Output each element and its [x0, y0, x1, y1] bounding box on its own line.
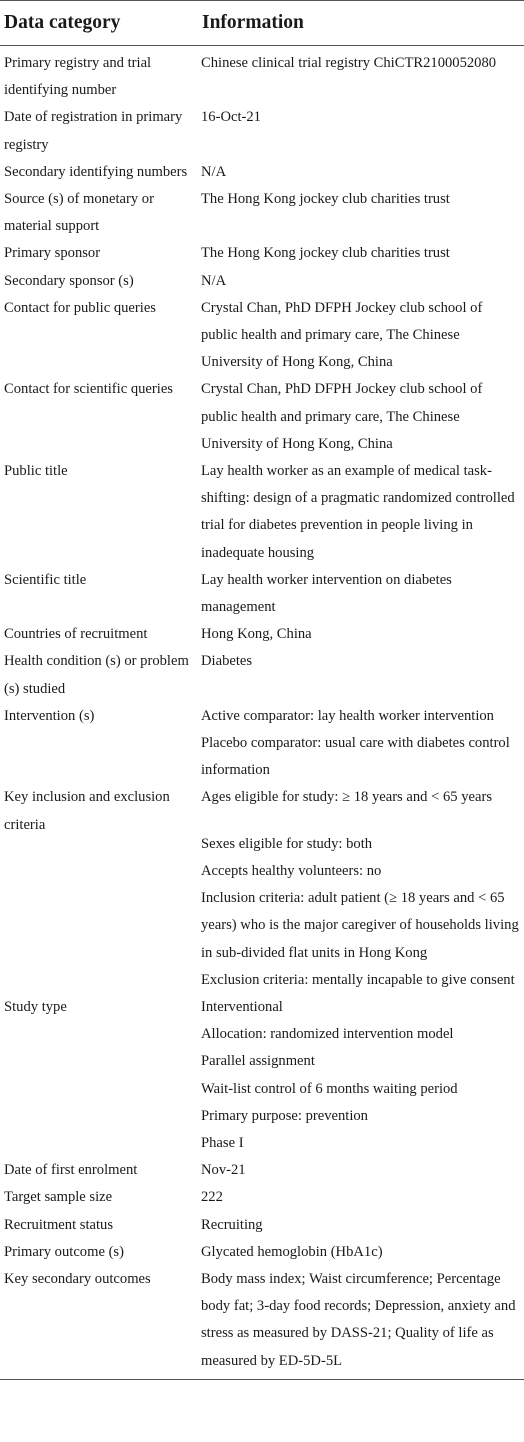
- information-line: N/A: [201, 272, 227, 289]
- information-line: Recruiting: [201, 1216, 263, 1233]
- table-row: [0, 186, 524, 240]
- information-cell: [200, 994, 524, 1157]
- information-cell: [200, 159, 524, 186]
- information-line: Primary purpose: prevention: [201, 1107, 368, 1124]
- information-cell: [200, 1239, 524, 1266]
- information-line: Ages eligible for study: ≥ 18 years and < 65 years: [201, 789, 493, 806]
- data-category-cell: Primary outcome (s): [4, 1243, 124, 1260]
- information-line: Crystal Chan, PhD DFPH Jockey club school of public health and primary care, The Chinese University of Hong Kong, China: [201, 381, 483, 452]
- information-line: Placebo comparator: usual care with diabetes control information: [201, 735, 510, 779]
- data-category-cell: Contact for public queries: [4, 299, 156, 316]
- information-line: Chinese clinical trial registry ChiCTR2100052080: [201, 55, 497, 71]
- data-category-cell: Public title: [4, 463, 68, 480]
- header-row: [0, 1, 524, 46]
- data-category-cell: Countries of recruitment: [4, 626, 148, 643]
- table-row: [0, 784, 524, 993]
- table-row: [0, 1157, 524, 1184]
- information-cell: [200, 376, 524, 458]
- information-line: Nov-21: [201, 1162, 246, 1179]
- line-gap: [201, 812, 522, 831]
- data-category-cell: Key inclusion and exclusion criteria: [4, 789, 170, 833]
- information-line: Accepts healthy volunteers: no: [201, 862, 382, 879]
- information-line: 16-Oct-21: [201, 109, 261, 126]
- table-row: [0, 376, 524, 458]
- table-row: [0, 104, 524, 158]
- table-row: [0, 567, 524, 621]
- data-category-cell: Target sample size: [4, 1189, 113, 1206]
- information-cell: [200, 268, 524, 295]
- table-row: [0, 46, 524, 105]
- table-row: [0, 458, 524, 567]
- information-line: N/A: [201, 163, 227, 180]
- information-line: 222: [201, 1189, 223, 1206]
- information-line: Exclusion criteria: mentally incapable to give consent: [201, 971, 515, 988]
- data-category-cell: Primary sponsor: [4, 245, 101, 262]
- information-line: Lay health worker as an example of medical task-shifting: design of a pragmatic randomized controlled trial for diabetes prevention in people living in inadequate housing: [201, 463, 515, 561]
- table-body: [0, 46, 524, 1380]
- information-line: Glycated hemoglobin (HbA1c): [201, 1243, 383, 1260]
- information-cell: [200, 648, 524, 702]
- information-cell: [200, 458, 524, 567]
- header-data-category: Data category: [0, 1, 200, 46]
- information-line: Active comparator: lay health worker intervention: [201, 707, 494, 724]
- table-row: [0, 1266, 524, 1379]
- information-cell: [200, 295, 524, 377]
- information-line: Body mass index; Waist circumference; Percentage body fat; 3-day food records; Depression, anxiety and stress as measured by DASS-21; Quality of life as measured by ED-5D-5L: [201, 1270, 516, 1369]
- information-cell: [200, 46, 524, 105]
- information-line: The Hong Kong jockey club charities trust: [201, 245, 450, 262]
- data-category-cell: Primary registry and trial identifying number: [4, 55, 152, 99]
- table-row: [0, 1239, 524, 1266]
- information-cell: [200, 1184, 524, 1211]
- information-cell: [200, 1157, 524, 1184]
- data-category-cell: Date of first enrolment: [4, 1162, 138, 1179]
- information-line: Allocation: randomized intervention model: [201, 1026, 454, 1043]
- table-row: [0, 703, 524, 785]
- table-row: [0, 621, 524, 648]
- data-category-cell: Intervention (s): [4, 707, 95, 724]
- information-cell: [200, 784, 524, 993]
- information-line: Inclusion criteria: adult patient (≥ 18 years and < 65 years) who is the major caregiver of households living in sub-divided flat units in Hong Kong: [201, 890, 519, 961]
- information-line: Crystal Chan, PhD DFPH Jockey club school of public health and primary care, The Chinese University of Hong Kong, China: [201, 299, 483, 371]
- data-category-cell: Study type: [4, 998, 67, 1015]
- data-category-cell: Scientific title: [4, 571, 87, 588]
- information-cell: [200, 186, 524, 240]
- information-cell: [200, 104, 524, 158]
- information-line: The Hong Kong jockey club charities trust: [201, 191, 450, 208]
- information-line: Phase I: [201, 1134, 244, 1151]
- information-line: Hong Kong, China: [201, 626, 312, 643]
- table-row: [0, 1212, 524, 1239]
- information-line: Wait-list control of 6 months waiting period: [201, 1080, 458, 1097]
- information-line: Sexes eligible for study: both: [201, 835, 373, 852]
- information-cell: [200, 1266, 524, 1379]
- information-line: Parallel assignment: [201, 1053, 315, 1070]
- data-category-cell: Health condition (s) or problem (s) studied: [4, 653, 189, 697]
- data-category-cell: Contact for scientific queries: [4, 381, 173, 398]
- information-line: Interventional: [201, 998, 283, 1015]
- information-cell: [200, 1212, 524, 1239]
- information-cell: [200, 240, 524, 267]
- table-row: [0, 268, 524, 295]
- information-cell: [200, 567, 524, 621]
- information-cell: [200, 703, 524, 785]
- table-row: [0, 648, 524, 702]
- data-category-cell: Key secondary outcomes: [4, 1270, 151, 1287]
- information-cell: [200, 621, 524, 648]
- information-line: Diabetes: [201, 653, 253, 670]
- data-category-cell: Source (s) of monetary or material support: [4, 191, 154, 235]
- table-row: [0, 295, 524, 377]
- table-row: [0, 159, 524, 186]
- data-category-cell: Recruitment status: [4, 1216, 114, 1233]
- data-category-cell: Secondary identifying numbers: [4, 163, 188, 180]
- table-row: [0, 240, 524, 267]
- data-category-cell: Date of registration in primary registry: [4, 109, 183, 153]
- table-row: [0, 1184, 524, 1211]
- header-information: Information: [200, 1, 524, 46]
- table-row: [0, 994, 524, 1157]
- data-category-cell: Secondary sponsor (s): [4, 272, 134, 289]
- table-header: [0, 1, 524, 46]
- information-line: Lay health worker intervention on diabetes management: [201, 571, 452, 616]
